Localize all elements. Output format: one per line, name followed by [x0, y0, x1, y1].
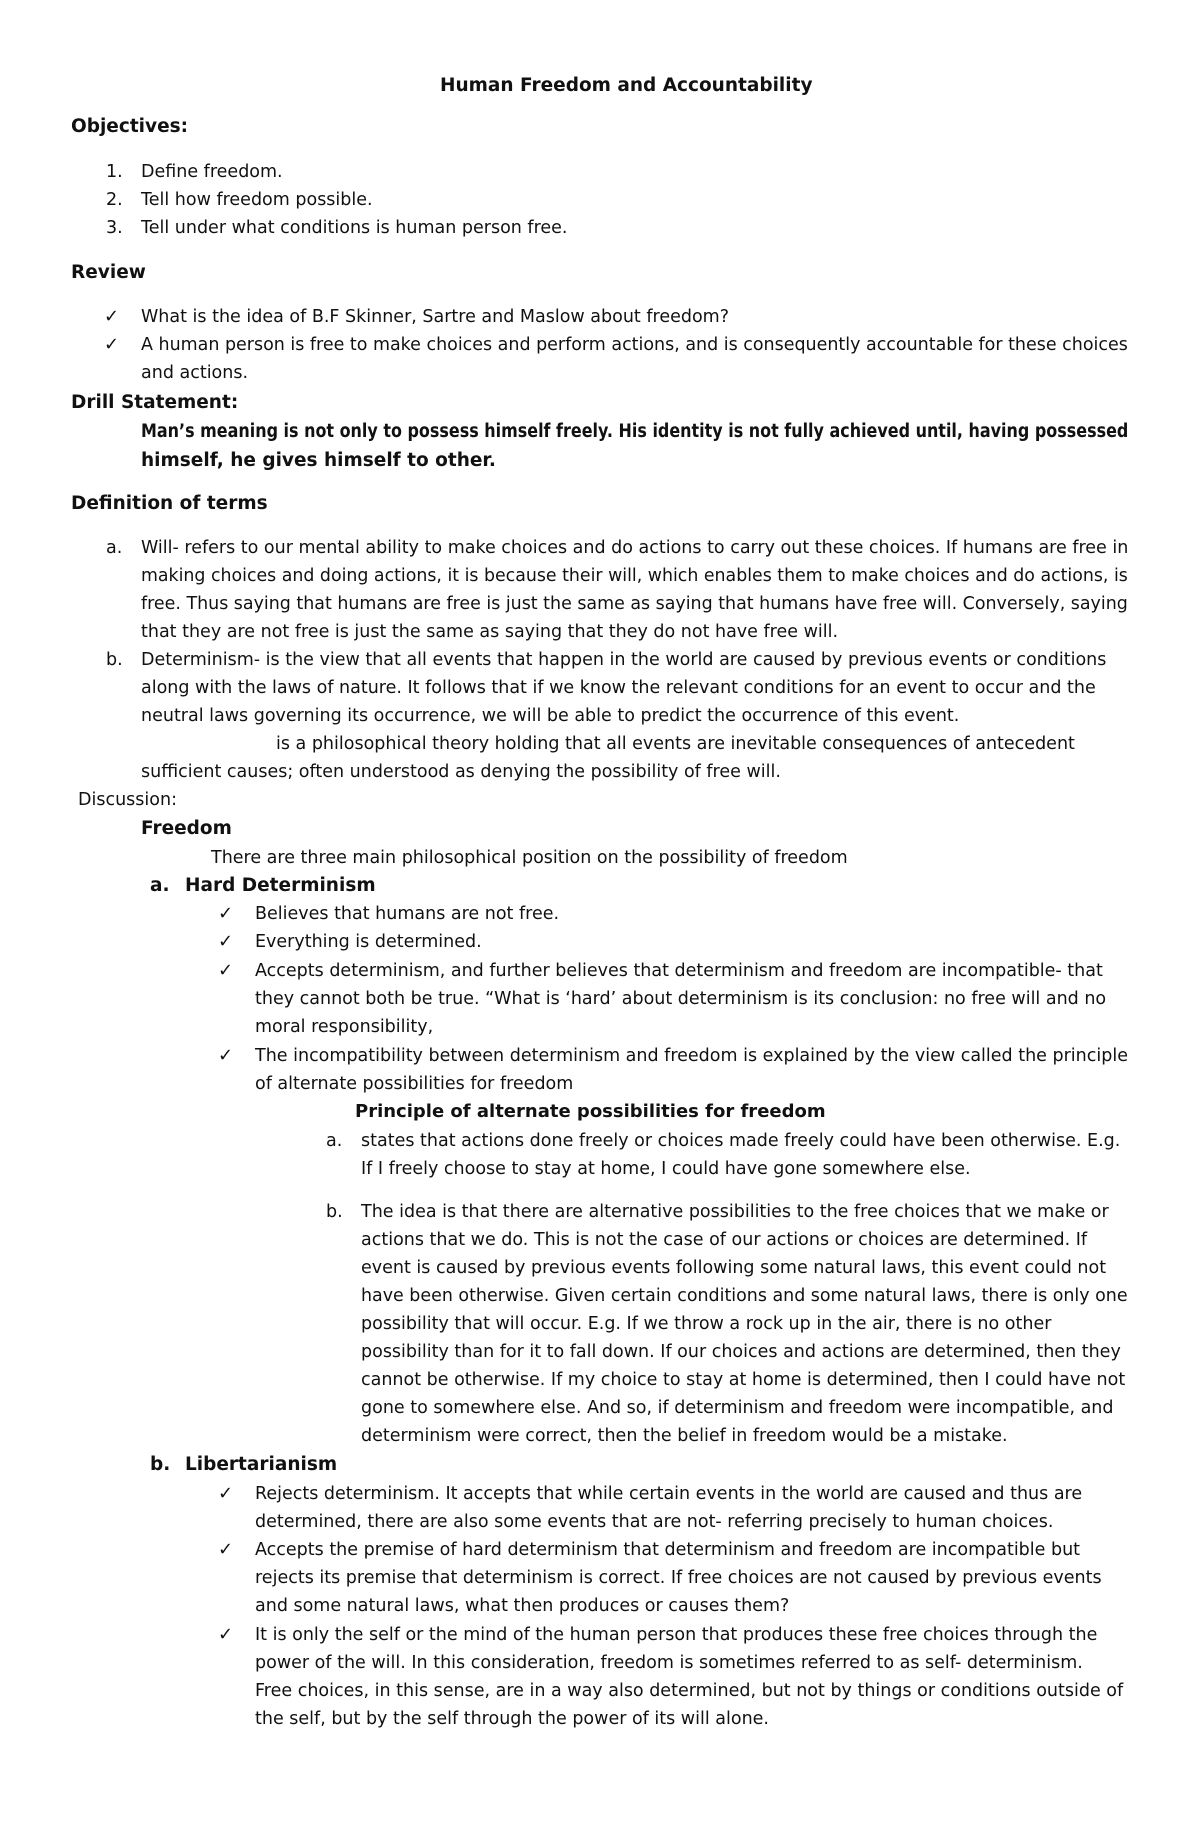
hard-item: Believes that humans are not free. [255, 904, 560, 924]
checkmark-icon: ✓ [104, 306, 120, 327]
principle-item: If I freely choose to stay at home, I could have gone somewhere else. [361, 1159, 971, 1179]
principle-item: The idea is that there are alternative possibilities to the free choices that we make or [361, 1202, 1109, 1222]
hard-determinism-heading: Hard Determinism [185, 875, 376, 896]
checkmark-icon: ✓ [218, 1045, 234, 1066]
freedom-intro: There are three main philosophical position on the possibility of freedom [211, 848, 848, 868]
principle-item: states that actions done freely or choices made freely could have been otherwise. E.g. [361, 1131, 1121, 1151]
discussion-heading: Discussion: [78, 790, 177, 810]
libertarianism-item: the self, but by the self through the power of its will alone. [255, 1709, 769, 1729]
page-title: Human Freedom and Accountability [440, 75, 813, 96]
definitions-heading: Definition of terms [71, 493, 268, 514]
libertarianism-item: determined, there are also some events that are not- referring precisely to human choices. [255, 1512, 1054, 1532]
review-item: What is the idea of B.F Skinner, Sartre and Maslow about freedom? [141, 307, 730, 327]
objective-marker: 3. [106, 218, 123, 238]
principle-item: possibility that will occur. E.g. If we throw a rock up in the air, there is no other [361, 1314, 1052, 1334]
hard-item: The incompatibility between determinism and freedom is explained by the view called the principle [255, 1046, 1128, 1066]
hard-item: moral responsibility, [255, 1017, 434, 1037]
freedom-heading: Freedom [141, 818, 232, 839]
objective-marker: 2. [106, 190, 123, 210]
objective-marker: 1. [106, 162, 123, 182]
review-heading: Review [71, 262, 146, 283]
drill-statement: himself, he gives himself to other. [141, 450, 496, 471]
principle-heading: Principle of alternate possibilities for freedom [355, 1101, 826, 1122]
definition-will: making choices and doing actions, it is because their will, which enables them to make choices and do actions, is [141, 566, 1128, 586]
libertarianism-item: Rejects determinism. It accepts that while certain events in the world are caused and thus are [255, 1484, 1083, 1504]
hard-item: of alternate possibilities for freedom [255, 1074, 574, 1094]
principle-item: event is caused by previous events following some natural laws, this event could not [361, 1258, 1107, 1278]
libertarianism-heading: Libertarianism [185, 1454, 338, 1475]
libertarianism-item: It is only the self or the mind of the human person that produces these free choices through the [255, 1625, 1098, 1645]
principle-item: cannot be otherwise. If my choice to stay at home is determined, then I could have not [361, 1370, 1126, 1390]
principle-item: determinism were correct, then the belief in freedom would be a mistake. [361, 1426, 1008, 1446]
section-marker: b. [150, 1454, 171, 1475]
checkmark-icon: ✓ [218, 903, 234, 924]
principle-item: actions that we do. This is not the case of our actions or choices are determined. If [361, 1230, 1088, 1250]
objective-item: Define freedom. [141, 162, 283, 182]
definition-determinism: is a philosophical theory holding that all events are inevitable consequences of antecedent [276, 734, 1075, 754]
principle-marker: a. [326, 1131, 343, 1151]
definition-determinism: sufficient causes; often understood as denying the possibility of free will. [141, 762, 781, 782]
objective-item: Tell under what conditions is human person free. [141, 218, 568, 238]
checkmark-icon: ✓ [104, 334, 120, 355]
objectives-heading: Objectives: [71, 116, 189, 137]
principle-item: possibility than for it to fall down. If our choices and actions are determined, then they [361, 1342, 1121, 1362]
review-item: and actions. [141, 363, 249, 383]
libertarianism-item: Accepts the premise of hard determinism that determinism and freedom are incompatible but [255, 1540, 1081, 1560]
principle-marker: b. [326, 1202, 343, 1222]
checkmark-icon: ✓ [218, 1624, 234, 1645]
hard-item: Accepts determinism, and further believes that determinism and freedom are incompatible- that [255, 961, 1103, 981]
checkmark-icon: ✓ [218, 1483, 234, 1504]
section-marker: a. [150, 875, 170, 896]
definition-determinism: along with the laws of nature. It follows that if we know the relevant conditions for an event to occur and the [141, 678, 1096, 698]
definition-marker: b. [106, 650, 123, 670]
libertarianism-item: and some natural laws, what then produces or causes them? [255, 1596, 790, 1616]
definition-will: Will- refers to our mental ability to make choices and do actions to carry out these choices. If humans are free in [141, 538, 1129, 558]
checkmark-icon: ✓ [218, 1539, 234, 1560]
hard-item: they cannot both be true. “What is ‘hard’ about determinism is its conclusion: no free will and no [255, 989, 1107, 1009]
checkmark-icon: ✓ [218, 931, 234, 952]
principle-item: gone to somewhere else. And so, if determinism and freedom were incompatible, and [361, 1398, 1114, 1418]
definition-marker: a. [106, 538, 123, 558]
libertarianism-item: Free choices, in this sense, are in a way also determined, but not by things or conditions outside of [255, 1681, 1124, 1701]
drill-statement: Man’s meaning is not only to possess himself freely. His identity is not fully achieved until, having possessed [141, 421, 1129, 442]
definition-will: that they are not free is just the same as saying that they do not have free will. [141, 622, 839, 642]
review-item: A human person is free to make choices and perform actions, and is consequently accountable for these choices [141, 335, 1128, 355]
drill-heading: Drill Statement: [71, 392, 239, 413]
hard-item: Everything is determined. [255, 932, 482, 952]
checkmark-icon: ✓ [218, 960, 234, 981]
objective-item: Tell how freedom possible. [141, 190, 373, 210]
definition-determinism: neutral laws governing its occurrence, we will be able to predict the occurrence of this event. [141, 706, 960, 726]
definition-determinism: Determinism- is the view that all events that happen in the world are caused by previous events or conditions [141, 650, 1107, 670]
definition-will: free. Thus saying that humans are free is just the same as saying that humans have free will. Conversely, saying [141, 594, 1128, 614]
libertarianism-item: power of the will. In this consideration, freedom is sometimes referred to as self- determinism. [255, 1653, 1083, 1673]
principle-item: have been otherwise. Given certain conditions and some natural laws, there is only one [361, 1286, 1128, 1306]
libertarianism-item: rejects its premise that determinism is correct. If free choices are not caused by previous events [255, 1568, 1102, 1588]
